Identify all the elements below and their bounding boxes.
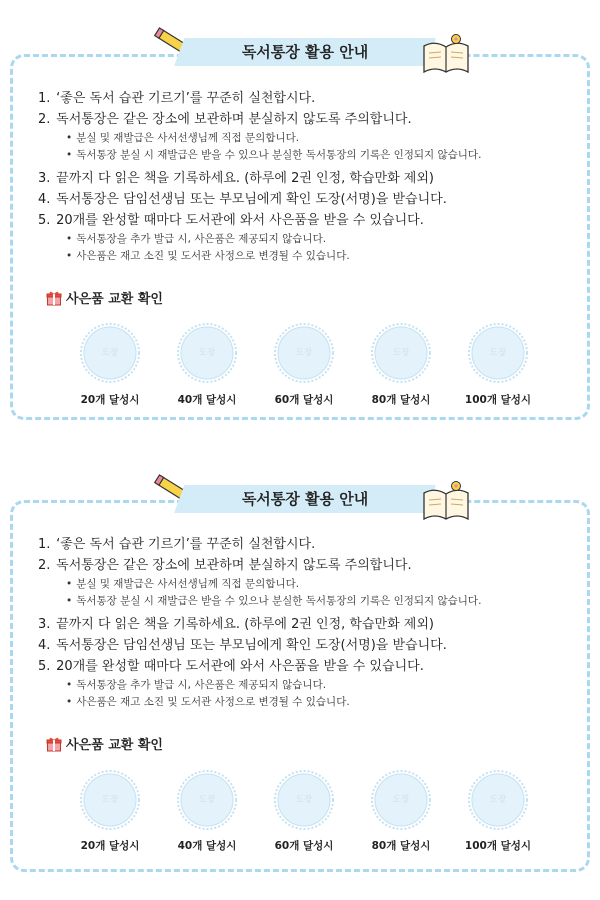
stamp-label: 80개 달성시	[371, 840, 431, 852]
list-note: • 독서통장을 추가 발급 시, 사은품은 제공되지 않습니다.	[66, 233, 327, 245]
list-note: • 독서통장 분실 시 재발급은 받을 수 있으나 분실한 독서통장의 기록은 인정되지 않습니다.	[66, 595, 482, 607]
book-icon	[420, 32, 472, 76]
stamp-label: 80개 달성시	[371, 394, 431, 406]
list-note: • 분실 및 재발급은 사서선생님께 직접 문의합니다.	[66, 132, 300, 144]
guide-list	[38, 534, 583, 711]
stamp-placeholder: 도장	[198, 795, 216, 805]
gift-icon	[46, 736, 62, 752]
stamp-placeholder: 도장	[295, 795, 313, 805]
stamp-label: 100개 달성시	[464, 394, 532, 406]
stamp-label: 40개 달성시	[177, 394, 237, 406]
stamp-placeholder: 도장	[489, 795, 507, 805]
list-note: • 독서통장 분실 시 재발급은 받을 수 있으나 분실한 독서통장의 기록은 인정되지 않습니다.	[66, 149, 482, 161]
stamp-placeholder: 도장	[198, 348, 216, 358]
stamp-placeholder: 도장	[392, 795, 410, 805]
list-item: 5. 20개를 완성할 때마다 도서관에 와서 사은품을 받을 수 있습니다.	[38, 659, 424, 674]
stamp-placeholder: 도장	[392, 348, 410, 358]
stamp-placeholder: 도장	[101, 795, 119, 805]
list-note: • 독서통장을 추가 발급 시, 사은품은 제공되지 않습니다.	[66, 679, 327, 691]
list-item: 1. ‘좋은 독서 습관 기르기’를 꾸준히 실천합시다.	[38, 537, 316, 552]
list-item: 4. 독서통장은 담임선생님 또는 부모님에게 확인 도장(서명)을 받습니다.	[38, 638, 447, 653]
list-item: 2. 독서통장은 같은 장소에 보관하며 분실하지 않도록 주의합니다.	[38, 112, 412, 127]
stamp-placeholder: 도장	[489, 348, 507, 358]
exchange-title: 사은품 교환 확인	[46, 290, 163, 309]
book-icon	[420, 479, 472, 523]
list-note: • 사은품은 재고 소진 및 도서관 사정으로 변경될 수 있습니다.	[66, 696, 350, 708]
stamp-placeholder: 도장	[295, 348, 313, 358]
list-item: 3. 끝까지 다 읽은 책을 기록하세요. (하루에 2권 인정, 학습만화 제외)	[38, 617, 434, 632]
list-note: • 사은품은 재고 소진 및 도서관 사정으로 변경될 수 있습니다.	[66, 250, 350, 262]
list-item: 1. ‘좋은 독서 습관 기르기’를 꾸준히 실천합시다.	[38, 91, 316, 106]
list-item: 5. 20개를 완성할 때마다 도서관에 와서 사은품을 받을 수 있습니다.	[38, 213, 424, 228]
card-title: 독서통장 활용 안내	[241, 43, 369, 61]
gift-icon	[46, 290, 62, 306]
list-item: 4. 독서통장은 담임선생님 또는 부모님에게 확인 도장(서명)을 받습니다.	[38, 192, 447, 207]
stamp-label: 100개 달성시	[464, 840, 532, 852]
card-title: 독서통장 활용 안내	[241, 490, 369, 508]
list-note: • 분실 및 재발급은 사서선생님께 직접 문의합니다.	[66, 578, 300, 590]
stamp-label: 20개 달성시	[80, 394, 140, 406]
exchange-title: 사은품 교환 확인	[46, 736, 163, 755]
list-item: 2. 독서통장은 같은 장소에 보관하며 분실하지 않도록 주의합니다.	[38, 558, 412, 573]
stamp-label: 40개 달성시	[177, 840, 237, 852]
stamp-placeholder: 도장	[101, 348, 119, 358]
stamp-label: 60개 달성시	[274, 394, 334, 406]
list-item: 3. 끝까지 다 읽은 책을 기록하세요. (하루에 2권 인정, 학습만화 제외)	[38, 171, 434, 186]
stamp-label: 20개 달성시	[80, 840, 140, 852]
guide-list	[38, 88, 583, 265]
stamp-label: 60개 달성시	[274, 840, 334, 852]
